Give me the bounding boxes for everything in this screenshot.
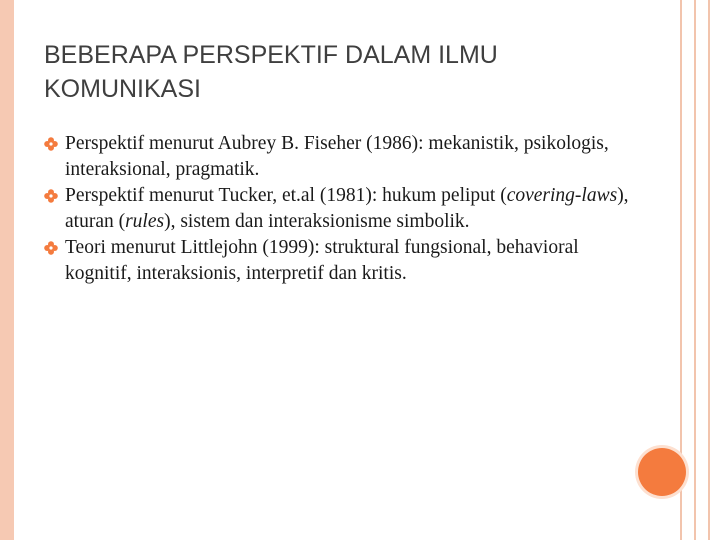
flower-icon xyxy=(44,189,58,203)
bullet-text: Perspektif menurut Tucker, et.al (1981): hukum peliput ( xyxy=(65,185,507,206)
bullet-text: ), sistem dan interaksionisme simbolik. xyxy=(164,211,470,232)
right-line-decoration xyxy=(708,0,710,540)
bullet-text: ), aturan ( xyxy=(65,185,629,232)
italic-term: rules xyxy=(125,211,165,232)
slide-title: BEBERAPA PERSPEKTIF DALAM ILMU KOMUNIKASI xyxy=(44,41,498,103)
bullet-item xyxy=(44,235,644,287)
left-border-decoration xyxy=(0,0,14,540)
right-line-decoration xyxy=(694,0,696,540)
italic-term: covering-laws xyxy=(506,185,618,206)
bullet-text: Teori menurut Littlejohn (1999): struktural fungsional, behavioral kognitif, interaksionis, interpretif dan kritis. xyxy=(65,237,579,284)
flower-icon xyxy=(44,241,58,255)
bullet-item xyxy=(44,183,644,235)
bullet-item xyxy=(44,131,644,183)
bullet-list xyxy=(44,131,644,287)
flower-icon xyxy=(44,137,58,151)
bullet-text: Perspektif menurut Aubrey B. Fiseher (1986): mekanistik, psikologis, interaksional, pragmatik. xyxy=(65,133,609,180)
circle-decoration xyxy=(638,448,686,496)
